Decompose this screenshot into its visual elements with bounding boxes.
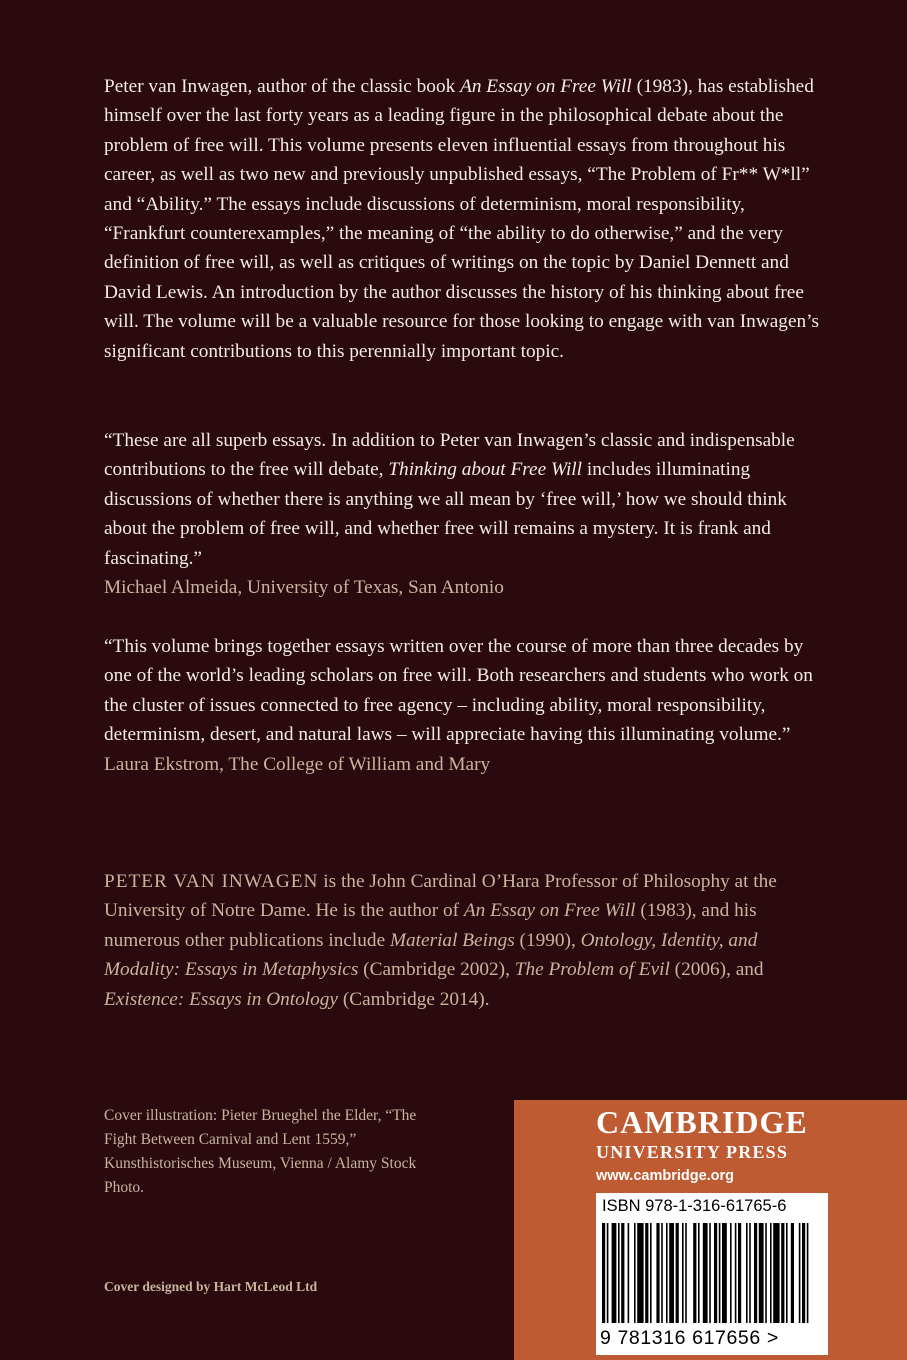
author-bio: [104, 867, 824, 1014]
barcode-bar: [703, 1223, 708, 1323]
description-text: Peter van Inwagen, author of the classic book: [104, 76, 461, 97]
bio-book-title: The Problem of Evil: [514, 959, 670, 981]
book-title-italic: Thinking about Free Will: [388, 459, 583, 481]
book-title-italic: An Essay on Free Will: [460, 76, 632, 97]
barcode-bar: [656, 1223, 659, 1323]
barcode-bar: [746, 1223, 748, 1323]
barcode-bar: [709, 1223, 711, 1323]
bio-text: is the John Cardinal O’Hara Professor of Philosophy at the University of Notre Dame. He is the author of: [104, 871, 777, 922]
barcode-bar: [730, 1223, 732, 1323]
publisher-logo-name: CAMBRIDGE: [596, 1104, 808, 1140]
endorsement-attribution: Michael Almeida, University of Texas, San Antonio: [104, 577, 504, 599]
barcode-bar: [754, 1223, 757, 1323]
cover-illustration-credit: Cover illustration: Pieter Brueghel the Elder, “The Fight Between Carnival and Lent 1559,” Kunsthistorisches Museum, Vienna / Alamy Stock Photo.: [104, 1107, 417, 1196]
barcode-bar: [666, 1223, 668, 1323]
barcode-bar: [749, 1223, 751, 1323]
bio-text: (2006), and: [669, 959, 764, 981]
barcode-bar: [719, 1223, 721, 1323]
barcode-bar: [685, 1223, 687, 1323]
barcode-bar: [607, 1223, 609, 1323]
barcode-bar: [698, 1223, 700, 1323]
barcode-bar: [618, 1223, 620, 1323]
barcode-bar: [634, 1223, 636, 1323]
bio-text: (Cambridge 2014).: [338, 988, 490, 1010]
barcode-bar: [621, 1223, 624, 1323]
barcode-bar: [799, 1223, 801, 1323]
endorsement-2: [104, 632, 824, 779]
publisher-block: [514, 1100, 907, 1360]
barcode-bar: [628, 1223, 630, 1323]
barcode-bar: [802, 1223, 805, 1323]
barcode-bar: [682, 1223, 684, 1323]
barcode-bar: [722, 1223, 727, 1323]
barcode-number: 9 781316 617656 >: [600, 1327, 779, 1349]
bio-text: (1983), and his numerous other publications include: [104, 900, 757, 951]
barcode-bar: [669, 1223, 674, 1323]
barcode-bar: [786, 1223, 788, 1323]
barcode-bar: [807, 1223, 809, 1323]
bio-text: (Cambridge 2002),: [358, 959, 515, 981]
cover-designer-credit: Cover designed by Hart McLeod Ltd: [104, 1279, 318, 1294]
isbn-label: ISBN 978-1-316-61765-6: [602, 1197, 787, 1215]
barcode-bar: [791, 1223, 794, 1323]
endorsement-text: “These are all superb essays. In addition to Peter van Inwagen’s classic and indispensable contributions to the free will debate,: [104, 430, 795, 481]
barcode-icon: [596, 1223, 828, 1327]
barcode-bar: [637, 1223, 643, 1323]
endorsement-1: [104, 426, 824, 602]
bio-text: (1990),: [514, 929, 581, 951]
barcode-bar: [781, 1223, 784, 1323]
endorsement-text: “This volume brings together essays written over the course of more than three decades by one of the world’s leading scholars on free will. Both researchers and students who work on the cluster of issues connected to free agency – including ability, moral responsibility, determinism, desert, and natural laws – will appreciate having this illuminating volume.”: [104, 636, 813, 746]
endorsement-text: includes illuminating discussions of whether there is anything we all mean by ‘free will,’ how we should think about the problem of free will, and whether free will remains a mystery. It is frank and fascinating.”: [104, 459, 787, 569]
bio-book-title: Material Beings: [389, 929, 515, 951]
bio-book-title: Existence: Essays in Ontology: [104, 988, 338, 1010]
barcode-bar: [661, 1223, 663, 1323]
barcode-bar: [645, 1223, 648, 1323]
publisher-url: www.cambridge.org: [596, 1168, 735, 1184]
barcode-bar: [602, 1223, 605, 1323]
barcode-bar: [676, 1223, 679, 1323]
barcode-bar: [693, 1223, 696, 1323]
barcode-bar: [612, 1223, 617, 1323]
barcode-bar: [770, 1223, 772, 1323]
barcode-panel: [596, 1193, 828, 1355]
barcode-bar: [759, 1223, 764, 1323]
barcode-bar: [773, 1223, 779, 1323]
barcode-bar: [735, 1223, 737, 1323]
bio-book-title: Ontology, Identity, and Modality: Essays in Metaphysics: [104, 929, 758, 981]
barcode-bar: [714, 1223, 717, 1323]
barcode-bar: [650, 1223, 652, 1323]
description-text: (1983), has established himself over the last forty years as a leading figure in the philosophical debate about the problem of free will. This volume presents eleven influential essays from throughout his career, as well as two new and previously unpublished essays, “The Problem of Fr** W*ll” and “Ability.” The essays include discussions of determinism, moral responsibility, “Frankfurt counterexamples,” the meaning of “the ability to do otherwise,” and the very definition of free will, as well as critiques of writings on the topic by Daniel Dennett and David Lewis. An introduction by the author discusses the history of his thinking about free will. The volume will be a valuable resource for those looking to engage with van Inwagen’s significant contributions to this perennially important topic.: [104, 76, 819, 362]
barcode-bar: [738, 1223, 741, 1323]
publisher-logo-press: UNIVERSITY PRESS: [596, 1142, 789, 1162]
book-description: [104, 72, 824, 366]
barcode-bar: [765, 1223, 767, 1323]
author-name: PETER VAN INWAGEN: [104, 871, 319, 892]
endorsement-attribution: Laura Ekstrom, The College of William and Mary: [104, 753, 491, 775]
bio-book-title: An Essay on Free Will: [463, 900, 636, 922]
